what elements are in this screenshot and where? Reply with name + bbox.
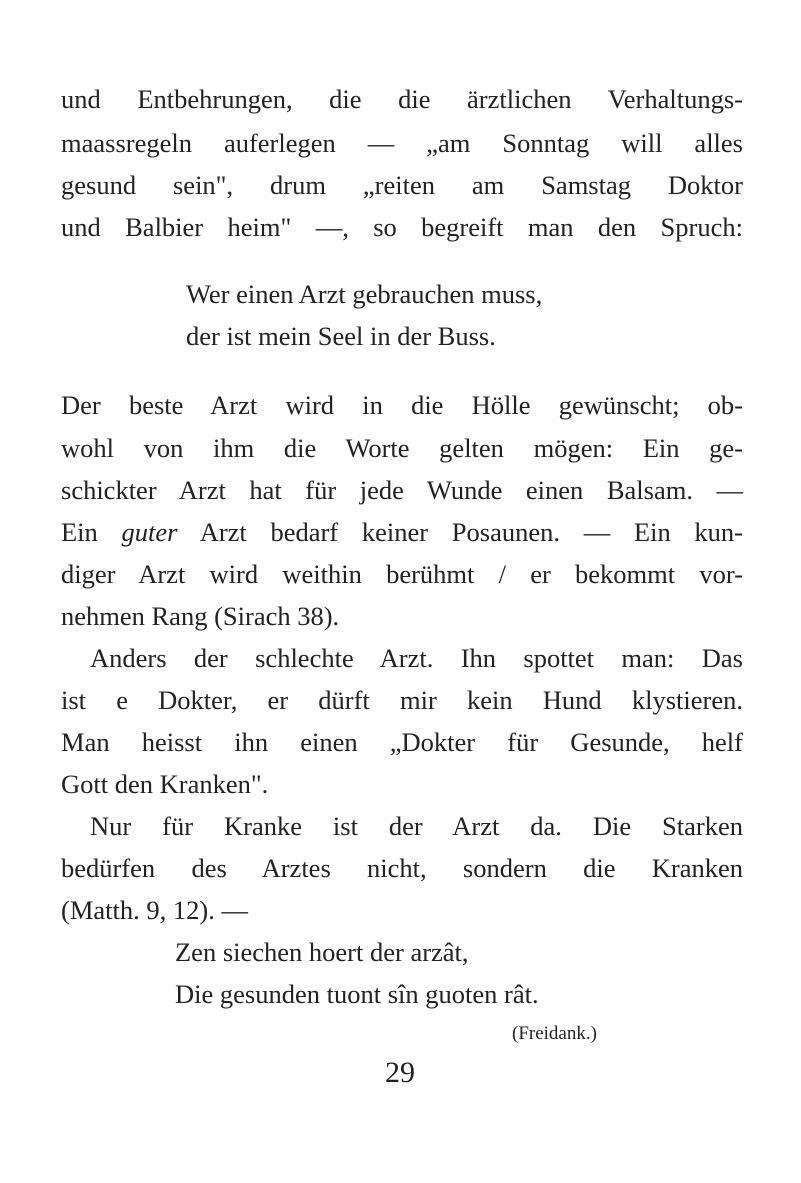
verse-line: der ist mein Seel in der Buss. <box>186 321 496 351</box>
verse-line: Zen siechen hoert der arzât, <box>175 937 469 967</box>
verse-line: Wer einen Arzt gebrauchen muss, <box>186 279 543 309</box>
body-text-line: Man heisst ihn einen „Dokter für Gesunde, helf <box>61 727 743 757</box>
body-text-line: (Matth. 9, 12). — <box>61 895 248 925</box>
emphasized-word: guter <box>121 517 178 547</box>
body-text-line: Der beste Arzt wird in die Hölle gewünscht; ob- <box>61 390 743 420</box>
body-text-line: wohl von ihm die Worte gelten mögen: Ein ge- <box>61 433 743 463</box>
body-text-line: und Balbier heim" —, so begreift man den Spruch: <box>61 212 743 242</box>
verse-attribution: (Freidank.) <box>512 1023 597 1044</box>
body-text-line: bedürfen des Arztes nicht, sondern die Kranken <box>61 853 743 883</box>
body-text-line: nehmen Rang (Sirach 38). <box>61 601 340 631</box>
body-text-line: Gott den Kranken". <box>61 769 269 799</box>
body-text-line: gesund sein", drum „reiten am Samstag Doktor <box>61 170 743 200</box>
body-text-line: Anders der schlechte Arzt. Ihn spottet man: Das <box>90 643 743 673</box>
body-text-line: und Entbehrungen, die die ärztlichen Verhaltungs- <box>61 84 743 114</box>
body-text-line: ist e Dokter, er dürft mir kein Hund klystieren. <box>61 685 743 715</box>
body-text-line <box>61 519 743 546</box>
body-text-line: maassregeln auferlegen — „am Sonntag will alles <box>61 128 743 158</box>
page-number: 29 <box>385 1056 415 1089</box>
body-text-line: Nur für Kranke ist der Arzt da. Die Starken <box>90 811 743 841</box>
line-prefix: Ein <box>61 517 122 547</box>
line-suffix: Arzt bedarf keiner Posaunen. — Ein kun- <box>177 517 743 547</box>
body-text-line: schickter Arzt hat für jede Wunde einen Balsam. — <box>61 475 743 505</box>
verse-line: Die gesunden tuont sîn guoten rât. <box>175 979 539 1009</box>
body-text-line: diger Arzt wird weithin berühmt / er bekommt vor- <box>61 559 743 589</box>
